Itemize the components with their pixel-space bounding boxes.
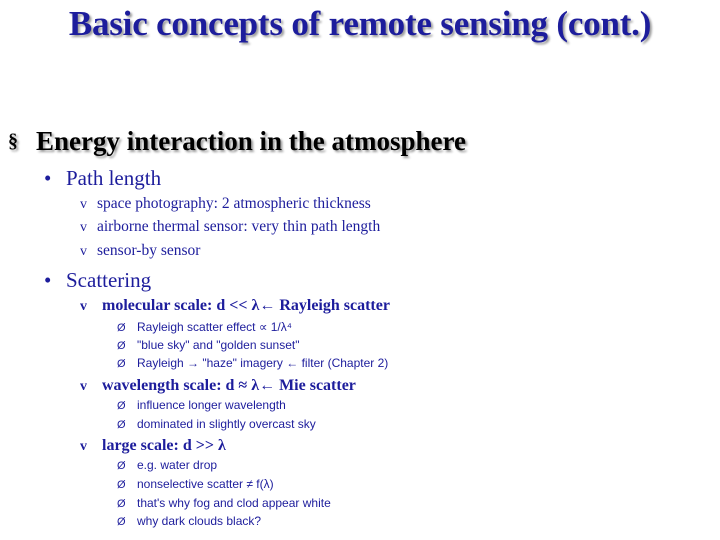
list-item-text: why dark clouds black? <box>137 514 262 528</box>
scatter-group-label-text: large scale: d >> λ <box>102 437 226 454</box>
list-item <box>117 458 217 472</box>
list-item-text: "blue sky" and "golden sunset" <box>137 338 300 352</box>
arrow-bullet-icon: Ø <box>117 340 126 352</box>
arrow-bullet-icon: Ø <box>117 322 126 334</box>
list-item <box>80 242 200 260</box>
list-item-text: nonselective scatter ≠ f(λ) <box>137 477 274 491</box>
square-bullet-icon: § <box>8 130 18 152</box>
scatter-group-label <box>80 377 356 395</box>
scatter-group-label-text: wavelength scale: d ≈ λ← Mie scatter <box>102 377 356 394</box>
diamond-bullet-icon: v <box>80 197 87 212</box>
list-item-text: space photography: 2 atmospheric thickness <box>97 195 371 212</box>
diamond-bullet-icon: v <box>80 299 87 314</box>
diamond-bullet-icon: v <box>80 244 87 259</box>
list-item <box>117 477 274 491</box>
dot-bullet-icon: • <box>44 268 52 292</box>
list-item <box>117 514 261 528</box>
slide-title: Basic concepts of remote sensing (cont.) <box>68 4 652 43</box>
list-item-text: Rayleigh scatter effect ∝ 1/λ⁴ <box>137 320 292 334</box>
scatter-group-label <box>80 437 226 455</box>
list-item <box>117 417 316 431</box>
list-item <box>117 338 299 352</box>
path-length-heading-text: Path length <box>66 166 162 190</box>
diamond-bullet-icon: v <box>80 220 87 235</box>
list-item <box>117 496 331 510</box>
list-item <box>80 218 380 236</box>
list-item <box>117 398 286 412</box>
list-item-text: dominated in slightly overcast sky <box>137 417 316 431</box>
list-item <box>117 320 292 334</box>
dot-bullet-icon: • <box>44 166 52 190</box>
path-length-heading <box>44 166 161 191</box>
section-heading <box>8 126 466 157</box>
arrow-bullet-icon: Ø <box>117 358 126 370</box>
list-item-text: influence longer wavelength <box>137 398 286 412</box>
scattering-heading-text: Scattering <box>66 268 152 292</box>
list-item-text: that's why fog and clod appear white <box>137 496 331 510</box>
diamond-bullet-icon: v <box>80 439 87 454</box>
list-item-text: sensor-by sensor <box>97 242 201 259</box>
scatter-group-label-text: molecular scale: d << λ← Rayleigh scatter <box>102 297 390 314</box>
arrow-bullet-icon: Ø <box>117 400 126 412</box>
scattering-heading <box>44 268 151 293</box>
arrow-bullet-icon: Ø <box>117 419 126 431</box>
list-item-text: e.g. water drop <box>137 458 218 472</box>
list-item <box>80 195 371 213</box>
arrow-bullet-icon: Ø <box>117 516 126 528</box>
arrow-bullet-icon: Ø <box>117 498 126 510</box>
diamond-bullet-icon: v <box>80 379 87 394</box>
list-item <box>117 356 388 370</box>
list-item-text: Rayleigh → "haze" imagery ← filter (Chapter 2) <box>137 356 389 370</box>
arrow-bullet-icon: Ø <box>117 479 126 491</box>
list-item-text: airborne thermal sensor: very thin path length <box>97 218 381 235</box>
scatter-group-label <box>80 297 390 315</box>
arrow-bullet-icon: Ø <box>117 460 126 472</box>
section-heading-text: Energy interaction in the atmosphere <box>36 126 466 156</box>
